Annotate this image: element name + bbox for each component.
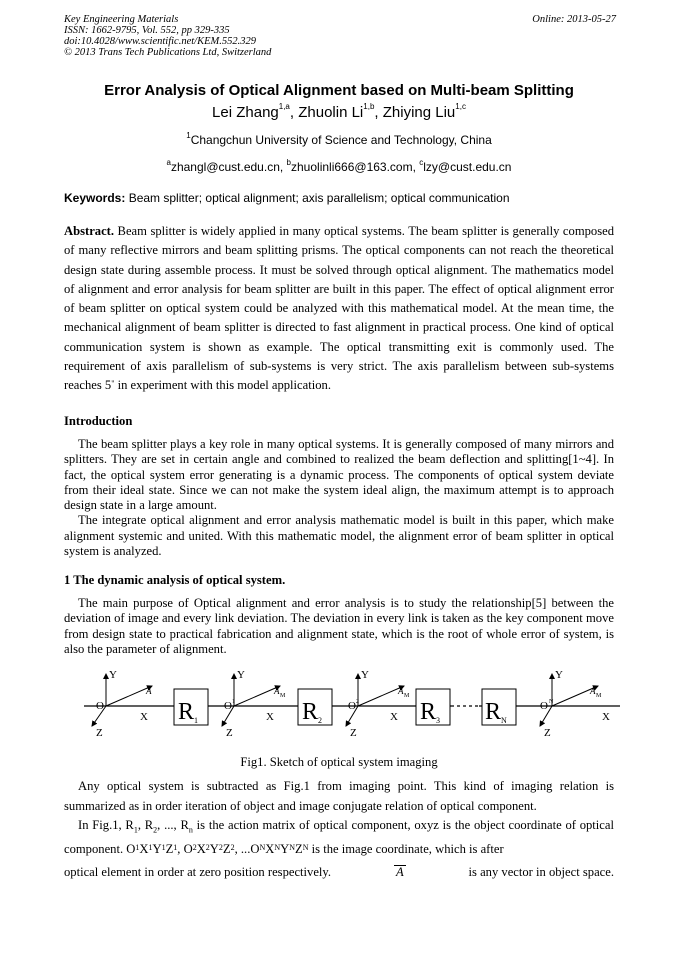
email-sup: c [419, 158, 424, 167]
svg-text:X: X [266, 711, 274, 723]
abstract [64, 222, 614, 396]
affiliation [0, 133, 678, 147]
keywords-label: Keywords: [64, 191, 126, 205]
abstract-text: Beam splitter is widely applied in many optical systems. The beam splitter is generally composed of many reflective mirrors and beam splitting prisms. The optical components can not reach the theoretical design state during assemble process. It must be solved through optical alignment. The mathematics model of alignment and error analysis for beam splitter are built in this paper. The effect of optical alignment error of beam splitter on optical system could be analyzed with this mathematical model. At the mean time, the mechanical alignment of beam splitter is directed to fast alignment in practical process. One kind of optical communication system is shown as example. The optical transmitting exit is commonly used. The requirement of axis parallelism of sub-systems is very strict. The axis parallelism between sub-systems reaches 5 [64, 224, 614, 393]
block-label: R [178, 699, 195, 725]
line-text: optical element in order at zero position respectively. [64, 865, 332, 879]
keywords-text: Beam splitter; optical alignment; axis parallelism; optical communication [128, 191, 510, 205]
section1-heading: 1 The dynamic analysis of optical system. [64, 573, 286, 587]
affiliation-text: Changchun University of Science and Technology, China [190, 133, 492, 147]
email-link[interactable]: zhangl@cust.edu.cn [170, 160, 280, 174]
discussion-last-line [64, 865, 614, 880]
journal-copyright: © 2013 Trans Tech Publications Ltd, Switzerland [64, 47, 272, 58]
discussion-body [64, 777, 614, 860]
intro-paragraph: The integrate optical alignment and error analysis mathematic model is built in this paper, which make alignment systemic and united. With this mathematic model, the alignment error of beam splitter in optical system is analyzed. [64, 513, 614, 559]
svg-text:M: M [596, 693, 602, 699]
svg-text:O: O [348, 700, 356, 712]
svg-text:2: 2 [356, 699, 359, 705]
coordinate-frame [92, 669, 152, 739]
axis-y-label: Y [109, 669, 117, 681]
svg-text:X: X [390, 711, 398, 723]
svg-text:R: R [302, 699, 319, 725]
journal-doi: doi:10.4028/www.scientific.net/KEM.552.329 [64, 36, 256, 47]
svg-text:Y: Y [237, 669, 245, 681]
figure-caption: Fig1. Sketch of optical system imaging [240, 755, 438, 769]
intro-heading: Introduction [64, 414, 133, 428]
section1-paragraph: The main purpose of Optical alignment and error analysis is to study the relationship[5] between the deviation of image and every link deviation. The deviation in every link is taken as the key component move from design state to practical fabrication and alignment state, which is the root of whole error of system, is also the parameter of alignment. [64, 596, 614, 656]
journal-issn: ISSN: 1662-9795, Vol. 552, pp 329-335 [64, 25, 230, 36]
svg-text:O: O [540, 700, 548, 712]
origin-label: O [96, 700, 104, 712]
affiliation-sup: 1 [186, 131, 191, 140]
svg-text:3: 3 [436, 716, 440, 725]
author-affil-sup: 1,a [278, 102, 290, 111]
coordinate-frame [540, 669, 610, 739]
discussion-paragraph: In Fig.1, $R_1$, $R_2$, ..., $R_n$ is the action matrix of optical component, oxyz is the object coordinate of optical component. $O^1X^1Y^1Z^1$, $O^2X^2Y^2Z^2$, $...O^NX^NY^NZ^N$ is the image coordinate, which is after [64, 818, 614, 857]
coordinate-frame [222, 669, 286, 739]
online-date: Online: 2013-05-27 [532, 14, 616, 25]
svg-text:R: R [485, 699, 502, 725]
svg-text:N: N [549, 699, 554, 705]
svg-text:M: M [280, 693, 286, 699]
abstract-text-end: in experiment with this model application. [114, 378, 331, 393]
svg-text:Z: Z [544, 727, 551, 739]
section1-body [64, 596, 614, 657]
author-affil-sup: 1,b [363, 102, 375, 111]
axis-x-label: X [140, 711, 148, 723]
svg-text:Z: Z [226, 727, 233, 739]
email-link[interactable]: lzy@cust.edu.cn [423, 160, 512, 174]
svg-text:Y: Y [555, 669, 563, 681]
optical-system-figure [84, 664, 624, 744]
journal-header [64, 14, 624, 58]
block-sub: 1 [194, 716, 198, 725]
svg-text:Z: Z [350, 727, 357, 739]
svg-text:X: X [602, 711, 610, 723]
email-sup: a [166, 158, 171, 167]
coordinate-frame [346, 669, 410, 739]
intro-paragraph: The beam splitter plays a key role in many optical systems. It is generally composed of many mirrors and splitters. They are set in certain angle and combined to realized the beam deflection and splitting[1~4]. In fact, the optical system error generating is a dynamic process. The components of optical system deviate from their ideal state. Since we can not make the system ideal align, the maximum attempt is to approach design state in a large amount. [64, 437, 614, 513]
journal-name: Key Engineering Materials [64, 14, 179, 25]
discussion-paragraph: Any optical system is subtracted as Fig.1 from imaging point. This kind of imaging relation is summarized as in order iteration of object and image conjugate relation of optical component. [64, 779, 614, 813]
svg-text:A: A [398, 686, 404, 696]
author-name: Zhuolin Li [298, 104, 364, 121]
svg-text:A: A [590, 686, 596, 696]
author-name: Lei Zhang [212, 104, 279, 121]
axis-z-label: Z [96, 727, 103, 739]
email-list: $^a$zhangl@cust.edu.cn, $^b$zhuolinli666@163.com, $^c$lzy@cust.edu.cn [166, 158, 512, 174]
email-sup: b [286, 158, 291, 167]
line-text-end: is any vector in object space. [468, 865, 614, 879]
svg-text:N: N [501, 716, 507, 725]
email-link[interactable]: zhuolinli666@163.com [291, 160, 413, 174]
keywords [64, 191, 624, 205]
abstract-label: Abstract. [64, 224, 115, 238]
svg-text:O: O [224, 700, 232, 712]
intro-body [64, 437, 614, 559]
author-affil-sup: 1,c [455, 102, 466, 111]
svg-text:2: 2 [318, 716, 322, 725]
svg-text:1: 1 [232, 699, 235, 705]
svg-text:Y: Y [361, 669, 369, 681]
svg-text:M: M [404, 693, 410, 699]
author-list: Lei Zhang$^{1,a}$, Zhuolin Li$^{1,b}$, Zhiying Liu$^{1,c}$ [212, 102, 466, 121]
author-name: Zhiying Liu [382, 104, 456, 121]
vector-symbol: A [395, 865, 404, 879]
arcsec-sup: " [111, 379, 115, 389]
vector-label: A [146, 686, 152, 696]
paper-title: Error Analysis of Optical Alignment based on Multi-beam Splitting [104, 82, 574, 99]
svg-text:R: R [420, 699, 437, 725]
svg-text:A: A [274, 686, 280, 696]
